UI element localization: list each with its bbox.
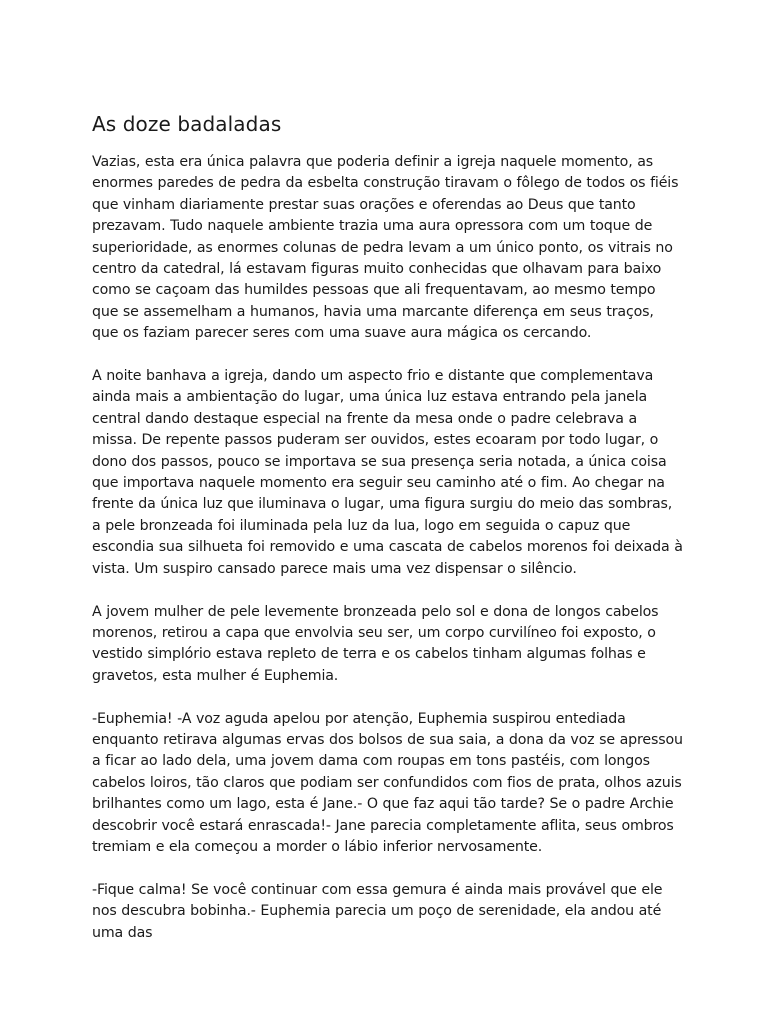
paragraph-1: Vazias, esta era única palavra que poderia definir a igreja naquele momento, as enormes paredes de pedra da esbelta construção tiravam o fôlego de todos os fiéis que vinham diariamente prestar suas orações e oferendas ao Deus que tanto prezavam. Tudo naquele ambiente trazia uma aura opressora com um toque de superioridade, as enormes colunas de pedra levam a um único ponto, os vitrais no centro da catedral, lá estavam figuras muito conhecidas que olhavam para baixo como se caçoam das humildes pessoas que ali frequentavam, ao mesmo tempo que se assemelham a humanos, havia uma marcante diferença em seus traços, que os faziam parecer seres com uma suave aura mágica os cercando.	[92, 154, 679, 342]
paragraph-4: -Euphemia! -A voz aguda apelou por atenção, Euphemia suspirou entediada enquanto retirava algumas ervas dos bolsos de sua saia, a dona da voz se apressou a ficar ao lado dela, uma jovem dama com roupas em tons pastéis, com longos cabelos loiros, tão claros que podiam ser confundidos com fios de prata, olhos azuis brilhantes como um lago, esta é Jane.- O que faz aqui tão tarde? Se o padre Archie descobrir você estará enrascada!- Jane parecia completamente aflita, seus ombros tremiam e ela começou a morder o lábio inferior nervosamente.	[92, 710, 683, 855]
paragraph-2: A noite banhava a igreja, dando um aspecto frio e distante que complementava ainda mais a ambientação do lugar, uma única luz estava entrando pela janela central dando destaque especial na frente da mesa onde o padre celebrava a missa. De repente passos puderam ser ouvidos, estes ecoaram por todo lugar, o dono dos passos, pouco se importava se sua presença seria notada, a única coisa que importava naquele momento era seguir seu caminho até o fim. Ao chegar na frente da única luz que iluminava o lugar, uma figura surgiu do meio das sombras, a pele bronzeada foi iluminada pela luz da lua, logo em seguida o capuz que escondia sua silhueta foi removido e uma cascata de cabelos morenos foi deixada à vista. Um suspiro cansado parece mais uma vez dispensar o silêncio.	[92, 368, 683, 577]
paragraph-5: -Fique calma! Se você continuar com essa gemura é ainda mais provável que ele nos descubra bobinha.- Euphemia parecia um poço de serenidade, ela andou até uma das	[92, 881, 663, 941]
paragraph-3: A jovem mulher de pele levemente bronzeada pelo sol e dona de longos cabelos morenos, retirou a capa que envolvia seu ser, um corpo curvilíneo foi exposto, o vestido simplório estava repleto de terra e os cabelos tinham algumas folhas e gravetos, esta mulher é Euphemia.	[92, 603, 659, 684]
document-title: As doze badaladas	[92, 112, 282, 136]
document-page	[92, 110, 684, 965]
